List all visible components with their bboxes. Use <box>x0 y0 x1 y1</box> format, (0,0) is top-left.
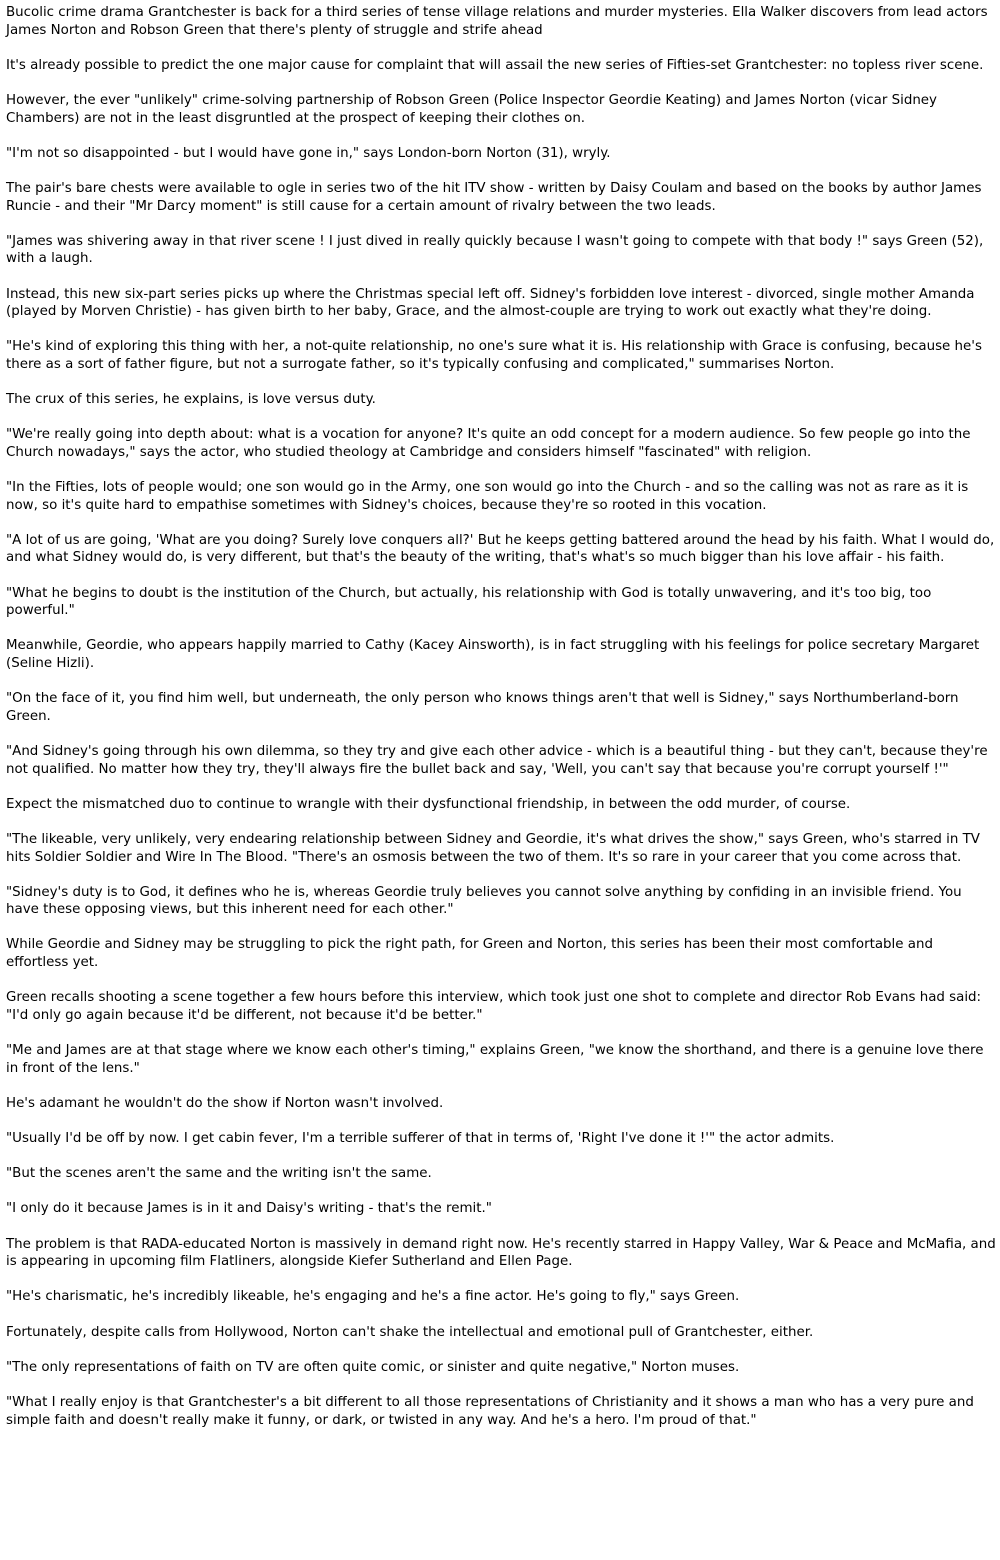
article-paragraph: "Sidney's duty is to God, it defines who he is, whereas Geordie truly believes you cannot solve anything by confiding in an invisible friend. You have these opposing views, but this inherent need for each other." <box>6 884 962 918</box>
article-paragraph: Green recalls shooting a scene together a few hours before this interview, which took just one shot to complete and director Rob Evans had said: "I'd only go again because it'd be different, not because it'd be better." <box>6 990 982 1023</box>
article-paragraph: "Usually I'd be off by now. I get cabin fever, I'm a terrible sufferer of that in terms of, 'Right I've done it !'" the actor admits. <box>6 1131 835 1146</box>
article-paragraph: "The likeable, very unlikely, very endearing relationship between Sidney and Geordie, it's what drives the show," says Green, who's starred in TV hits Soldier Soldier and Wire In The Blood. "There's an osmosis between the two of them. It's so rare in your career that you come across that. <box>6 831 980 865</box>
article-paragraph: Meanwhile, Geordie, who appears happily married to Cathy (Kacey Ainsworth), is in fact struggling with his feelings for police secretary Margaret (Seline Hizli). <box>6 638 980 671</box>
article-paragraph: The crux of this series, he explains, is love versus duty. <box>6 392 376 408</box>
article-paragraph: "We're really going into depth about: what is a vocation for anyone? It's quite an odd concept for a modern audience. So few people go into the Church nowadays," says the actor, who studied theology at Cambridge and considers himself "fascinated" with religion. <box>6 427 971 460</box>
article-paragraph: It's already possible to predict the one major cause for complaint that will assail the new series of Fifties-set Grantchester: no topless river scene. <box>6 57 984 73</box>
article-intro: Bucolic crime drama Grantchester is back for a third series of tense village relations and murder mysteries. Ella Walker discovers from lead actors James Norton and Robson Green that there's plenty of struggle and strife ahead <box>6 5 988 38</box>
article-paragraph: Expect the mismatched duo to continue to wrangle with their dysfunctional friendship, in between the odd murder, of course. <box>6 796 851 812</box>
article-paragraph: "On the face of it, you find him well, but underneath, the only person who knows things aren't that well is Sidney," says Northumberland-born Green. <box>6 691 959 724</box>
article-paragraph: "And Sidney's going through his own dilemma, so they try and give each other advice - which is a beautiful thing - but they can't, because they're not qualified. No matter how they try, they'll always fire the bullet back and say, 'Well, you can't say that because you're corrupt yourself !'" <box>6 743 988 777</box>
article-paragraph: "He's charismatic, he's incredibly likeable, he's engaging and he's a fine actor. He's going to fly," says Green. <box>6 1289 740 1305</box>
article-paragraph: "I'm not so disappointed - but I would have gone in," says London-born Norton (31), wryly. <box>6 145 611 161</box>
article-paragraph: Instead, this new six-part series picks up where the Christmas special left off. Sidney's forbidden love interest - divorced, single mother Amanda (played by Morven Christie) - has given birth to her baby, Grace, and the almost-couple are trying to work out exactly what they're doing. <box>6 286 975 320</box>
article-paragraph: "The only representations of faith on TV are often quite comic, or sinister and quite negative," Norton muses. <box>6 1359 740 1375</box>
article-paragraph: "James was shivering away in that river scene ! I just dived in really quickly because I wasn't going to compete with that body !" says Green (52), with a laugh. <box>6 233 984 267</box>
article-paragraph: However, the ever "unlikely" crime-solving partnership of Robson Green (Police Inspector Geordie Keating) and James Norton (vicar Sidney Chambers) are not in the least disgruntled at the prospect of keeping their clothes on. <box>6 92 937 126</box>
article-body <box>6 4 996 1447</box>
article-paragraph: The problem is that RADA-educated Norton is massively in demand right now. He's recently starred in Happy Valley, War & Peace and McMafia, and is appearing in upcoming film Flatliners, alongside Kiefer Sutherland and Ellen Page. <box>6 1236 996 1270</box>
article-paragraph: "He's kind of exploring this thing with her, a not-quite relationship, no one's sure what it is. His relationship with Grace is confusing, because he's there as a sort of father figure, but not a surrogate father, so it's typically confusing and complicated," summarises Norton. <box>6 339 982 372</box>
article-paragraph: The pair's bare chests were available to ogle in series two of the hit ITV show - written by Daisy Coulam and based on the books by author James Runcie - and their "Mr Darcy moment" is still cause for a certain amount of rivalry between the two leads. <box>6 180 982 214</box>
article-paragraph: He's adamant he wouldn't do the show if Norton wasn't involved. <box>6 1095 444 1111</box>
article-paragraph: "In the Fifties, lots of people would; one son would go in the Army, one son would go into the Church - and so the calling was not as rare as it is now, so it's quite hard to empathise sometimes with Sidney's choices, because they're so rooted in this vocation. <box>6 480 969 513</box>
article-paragraph: "A lot of us are going, 'What are you doing? Surely love conquers all?' But he keeps getting battered around the head by his faith. What I would do, and what Sidney would do, is very different, but that's the beauty of the writing, that's what's so much bigger than his love affair - his faith. <box>6 532 995 566</box>
article-paragraph: "I only do it because James is in it and Daisy's writing - that's the remit." <box>6 1201 492 1217</box>
article-paragraph: "Me and James are at that stage where we know each other's timing," explains Green, "we know the shorthand, and there is a genuine love there in front of the lens." <box>6 1043 984 1076</box>
article-paragraph: "What he begins to doubt is the institution of the Church, but actually, his relationship with God is totally unwavering, and it's too big, too powerful." <box>6 585 932 619</box>
article-paragraph: "But the scenes aren't the same and the writing isn't the same. <box>6 1166 432 1182</box>
article-paragraph: While Geordie and Sidney may be struggling to pick the right path, for Green and Norton, this series has been their most comfortable and effortless yet. <box>6 937 933 971</box>
article-paragraph: Fortunately, despite calls from Hollywood, Norton can't shake the intellectual and emotional pull of Grantchester, either. <box>6 1324 814 1340</box>
article-paragraph: "What I really enjoy is that Grantchester's a bit different to all those representations of Christianity and it shows a man who has a very pure and simple faith and doesn't really make it funny, or dark, or twisted in any way. And he's a hero. I'm proud of that." <box>6 1394 974 1428</box>
